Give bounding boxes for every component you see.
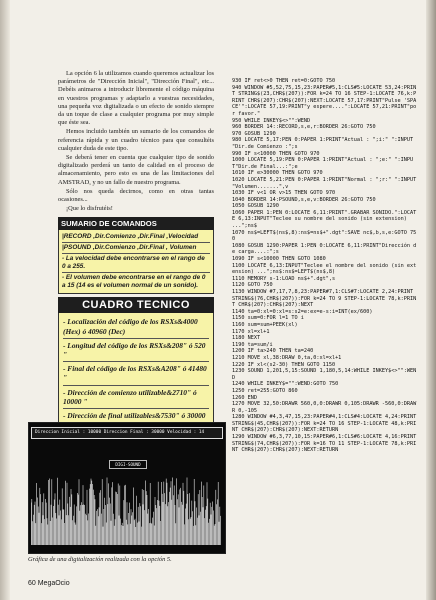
- page-fold-shadow: [0, 0, 10, 600]
- cuadro-item: - Localización del código de los RSXs&4000 (Hex) ó 40960 (Dec): [63, 315, 209, 338]
- article-paragraph: Hemos incluido también un sumario de los comandos de referencia rápida y un cuadro técnico para que consultéis cualquier duda de este tipo.: [58, 128, 214, 152]
- article-body: [58, 70, 214, 213]
- figure-caption: Gráfica de una digitalización realizada con la opción 5.: [28, 556, 172, 563]
- cuadro-item: - Dirección de comienzo utilizable&2710" ó 10000 ": [63, 386, 209, 409]
- sumario-command: |RECORD ,Dir.Comienzo ,Dir.Final ,Velocidad: [62, 232, 210, 243]
- sumario-note: - El volumen debe encontrarse en el rango de 0 a 15 (14 es el volumen normal de un sonido).: [62, 274, 206, 290]
- sumario-box: [58, 230, 214, 294]
- screenshot-status-bar: Direccion Inicial : 10000 Direccion Final : 30000 Velocidad : 14: [31, 427, 223, 439]
- sumario-command: |PSOUND ,Dir.Comienzo ,Dir.Final , Volumen: [62, 243, 210, 254]
- page-edge-shadow: [426, 0, 436, 600]
- sumario-note: - La velocidad debe encontrarse en el rango de 0 a 255.: [62, 254, 210, 273]
- waveform-graphic: [31, 471, 221, 545]
- article-paragraph: La opción 6 la utilizamos cuando queremos actualizar los parámetros de "Dirección Inicial", "Dirección Final", etc... Debéis animaros a introducir libremente el código máquina en vuestros programas y adaptarlo a vuestras necesidades, una pequeña voz digitalizada o un efecto de sonido siempre da un toque de clase a cualquier programa por muy simple que éste sea.: [58, 70, 214, 127]
- cuadro-box: [58, 313, 214, 425]
- page-folio: 60 MegaOcio: [28, 580, 70, 587]
- left-column: [58, 70, 214, 425]
- digitization-screenshot: [28, 422, 226, 554]
- cuadro-item: - Dirección de final utilizables&7530" ó 30000: [63, 411, 206, 421]
- article-paragraph: Se deberá tener en cuenta que cualquier tipo de sonido digitalizado perderá un tanto de calidad en el proceso de almacenamiento, pero esto es una de las limitaciones del AMSTRAD, y no un fallo de nuestro programa.: [58, 154, 214, 186]
- cuadro-item: - Final del código de los RSXs&A208" ó 41480 ": [63, 362, 209, 385]
- article-paragraph: Sólo nos queda decirnos, como en otras tantas ocasiones...: [58, 187, 214, 204]
- basic-listing: 930 IF ret<>0 THEN ret=0:GOTO 750 940 WINDOW #5,52,75,15,23:PAPER#5,1:CLS#5:LOCATE 53,24:PRINT STRING$(23,CHR$(207)):FOR k=24 TO 16 STEP-1:LOCATE 76,k:PRINT CHR$(207):CHR$(207):NEXT:LOCATE 57,17:PRINT"Pulse 'SPACE'":LOCATE 57,19:PRINT"y espere....":LOCATE 57,21:PRINT"por favor." 950 WHILE INKEY$<>"":WEND 960 BORDER 14::RECORD,s,e,r:BORDER 26:GOTO 750 970 GOSUB 1290 980 LOCATE 5,17:PEN 0:PAPER 1:PRINT"Actual : ";i:" ":INPUT "Dir.de Comienzo :";s 990 IF s<10000 THEN GOTO 970 1000 LOCATE 5,19:PEN 0:PAPER 1:PRINT"Actual : ";e:" ":INPUT"Dir.de Final...:";e 1010 IF e>30000 THEN GOTO 970 1020 LOCATE 5,21:PEN 0:PAPER 1:PRINT"Normal : ";r:" ":INPUT "Volumen.......",v 1030 IF v<1 OR v>15 THEN GOTO 970 1040 BORDER 14:PSOUND,s,e,v:BORDER 26:GOTO 750 1050 GOSUB 1290 1060 PAPER 1:PEN 0:LOCATE 6,11:PRINT".GRABAR SONIDO.":LOCATE 6,13:INPUT"Teclee su nombre del sonido (sin extension) ...";ns$ 1070 ns$=LEFT$(ns$,8):ns$=ns$+".dgt":SAVE nc$,b,s,e:GOTO 750 1080 GOSUB 1290:PAPER 1:PEN 0:LOCATE 6,11:PRINT"Dirección de carga....:";s 1090 IF s<10000 THEN GOTO 1080 1100 LOCATE 6,13:INPUT"Teclee el nombre del sonido (sin extension) ...";ns$:ns$=LEFT$(ns$,8) 1110 MEMORY s-1:LOAD ns$+".dgt",s 1120 GOTO 750 1130 WINDOW #7,17,7,8,23:PAPER#7,1:CLS#7:LOCATE 2,24:PRINT STRING$(76,CHR$(207)):FOR k=24 TO 9 STEP-1:LOCATE 78,k:PRINT CHR$(207):CHR$(207):NEXT 1140 ta=0:xl=0:xl=s:s2=e:ex=e-s:i=INT(ex/600) 1150 sum=0:FOR l=1 TO i 1160 sum=sum+PEEK(xl) 1170 xl=xl+1 1180 NEXT 1190 ta=sum/i 1200 IF ta>240 THEN ta=240 1210 MOVE xl,38:DRAW 0,ta,0:xl=xl+1 1220 IF xl<(s2-30) THEN GOTO 1150 1230 SOUND 1,201,5,15:SOUND 1,180,5,14:WHILE INKEY$<>"":WEND 1240 WHILE INKEY$="":WEND:GOTO 750 1250 ret=255:GOTO 860 1260 END 1270 MOVE 32,50:DRAWR 560,0,0:DRAWR 0,105:DRAWR -560,0:DRAWR 0,-105 1280 WINDOW #4,3,47,15,23:PAPER#4,1:CLS#4:LOCATE 4,24:PRINT STRING$(45,CHR$(207)):FOR k=24 TO 16 STEP-1:LOCATE 48,k:PRINT CHR$(207):CHR$(207):NEXT:RETURN 1290 WINDOW #6,3,77,10,15:PAPER#6,1:CLS#6:LOCATE 4,16:PRINT STRING$(74,CHR$(207)):FOR k=16 TO 11 STEP-1:LOCATE 78,k:PRINT CHR$(207):CHR$(207):NEXT:RETURN: [232, 78, 417, 454]
- cuadro-title: CUADRO TECNICO: [58, 297, 214, 313]
- cuadro-item: - Longitud del código de los RSXs&208" ó 520 ": [63, 339, 209, 362]
- article-paragraph: ¡Que lo disfrutéis!: [66, 205, 113, 213]
- screenshot-program-label: DIGI-SOUND: [109, 460, 147, 469]
- sumario-title: SUMARIO DE COMANDOS: [58, 217, 214, 230]
